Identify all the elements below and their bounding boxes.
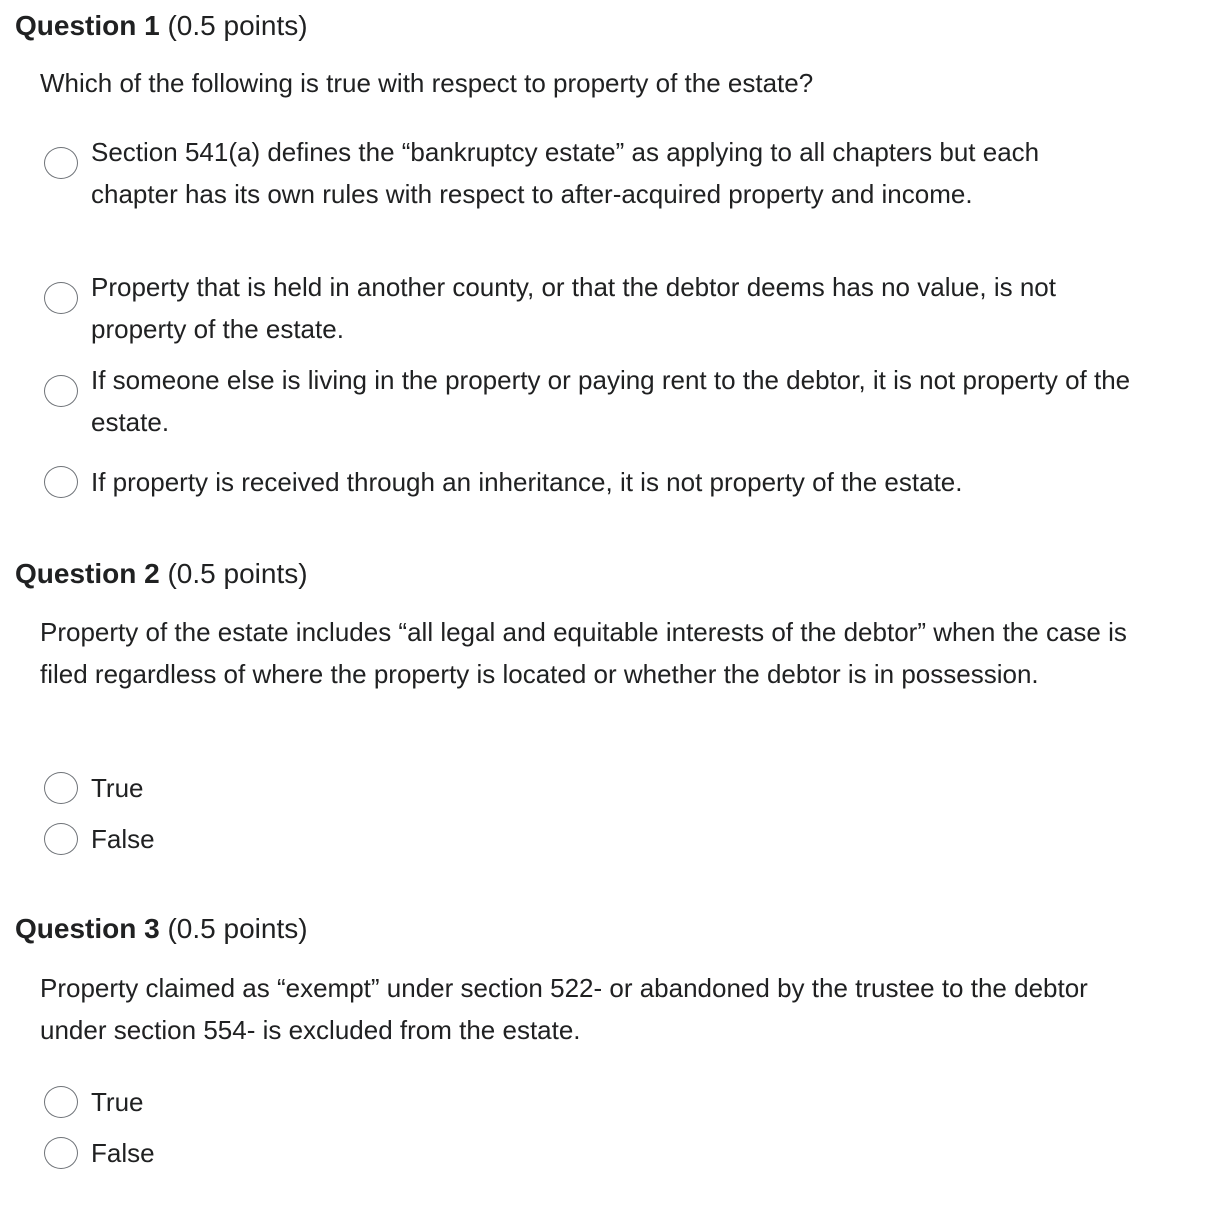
question-points: (0.5 points) <box>167 10 308 41</box>
question-1-option-1[interactable] <box>42 131 1142 257</box>
question-3-prompt: Property claimed as “exempt” under section 522- or abandoned by the trustee to the debtor under section 554- is excluded from the estate. <box>40 973 1088 1045</box>
option-label: True <box>91 773 144 803</box>
question-1-option-3[interactable] <box>42 359 1142 443</box>
radio-button[interactable] <box>44 1137 78 1169</box>
radio-button[interactable] <box>44 823 78 855</box>
radio-button[interactable] <box>44 282 78 314</box>
question-1-title <box>15 9 308 43</box>
question-3-option-true[interactable] <box>42 1081 1142 1121</box>
option-label: Section 541(a) defines the “bankruptcy estate” as applying to all chapters but each chapter has its own rules with respect to after-acquired property and income. <box>91 137 1040 209</box>
option-label: False <box>91 1138 155 1168</box>
option-label: If property is received through an inheritance, it is not property of the estate. <box>91 467 963 497</box>
question-2-option-false[interactable] <box>42 818 1142 858</box>
question-points: (0.5 points) <box>167 558 308 589</box>
radio-button[interactable] <box>44 147 78 179</box>
radio-button[interactable] <box>44 772 78 804</box>
option-label: False <box>91 824 155 854</box>
question-1-option-4[interactable] <box>42 461 1142 501</box>
question-3-option-false[interactable] <box>42 1132 1142 1172</box>
question-number: Question 1 <box>15 10 160 41</box>
question-2-option-true[interactable] <box>42 767 1142 807</box>
question-number: Question 2 <box>15 558 160 589</box>
question-1-option-2[interactable] <box>42 266 1142 350</box>
option-label: True <box>91 1087 144 1117</box>
radio-button[interactable] <box>44 466 78 498</box>
radio-button[interactable] <box>44 1086 78 1118</box>
radio-button[interactable] <box>44 375 78 407</box>
question-2-prompt: Property of the estate includes “all legal and equitable interests of the debtor” when the case is filed regardless of where the property is located or whether the debtor is in possession. <box>40 617 1127 689</box>
question-points: (0.5 points) <box>167 913 308 944</box>
question-1-prompt: Which of the following is true with respect to property of the estate? <box>40 68 814 98</box>
option-label: Property that is held in another county, or that the debtor deems has no value, is not property of the estate. <box>91 272 1056 344</box>
question-number: Question 3 <box>15 913 160 944</box>
question-3-title <box>15 912 308 946</box>
option-label: If someone else is living in the property or paying rent to the debtor, it is not property of the estate. <box>91 365 1131 437</box>
question-2-title <box>15 557 308 591</box>
